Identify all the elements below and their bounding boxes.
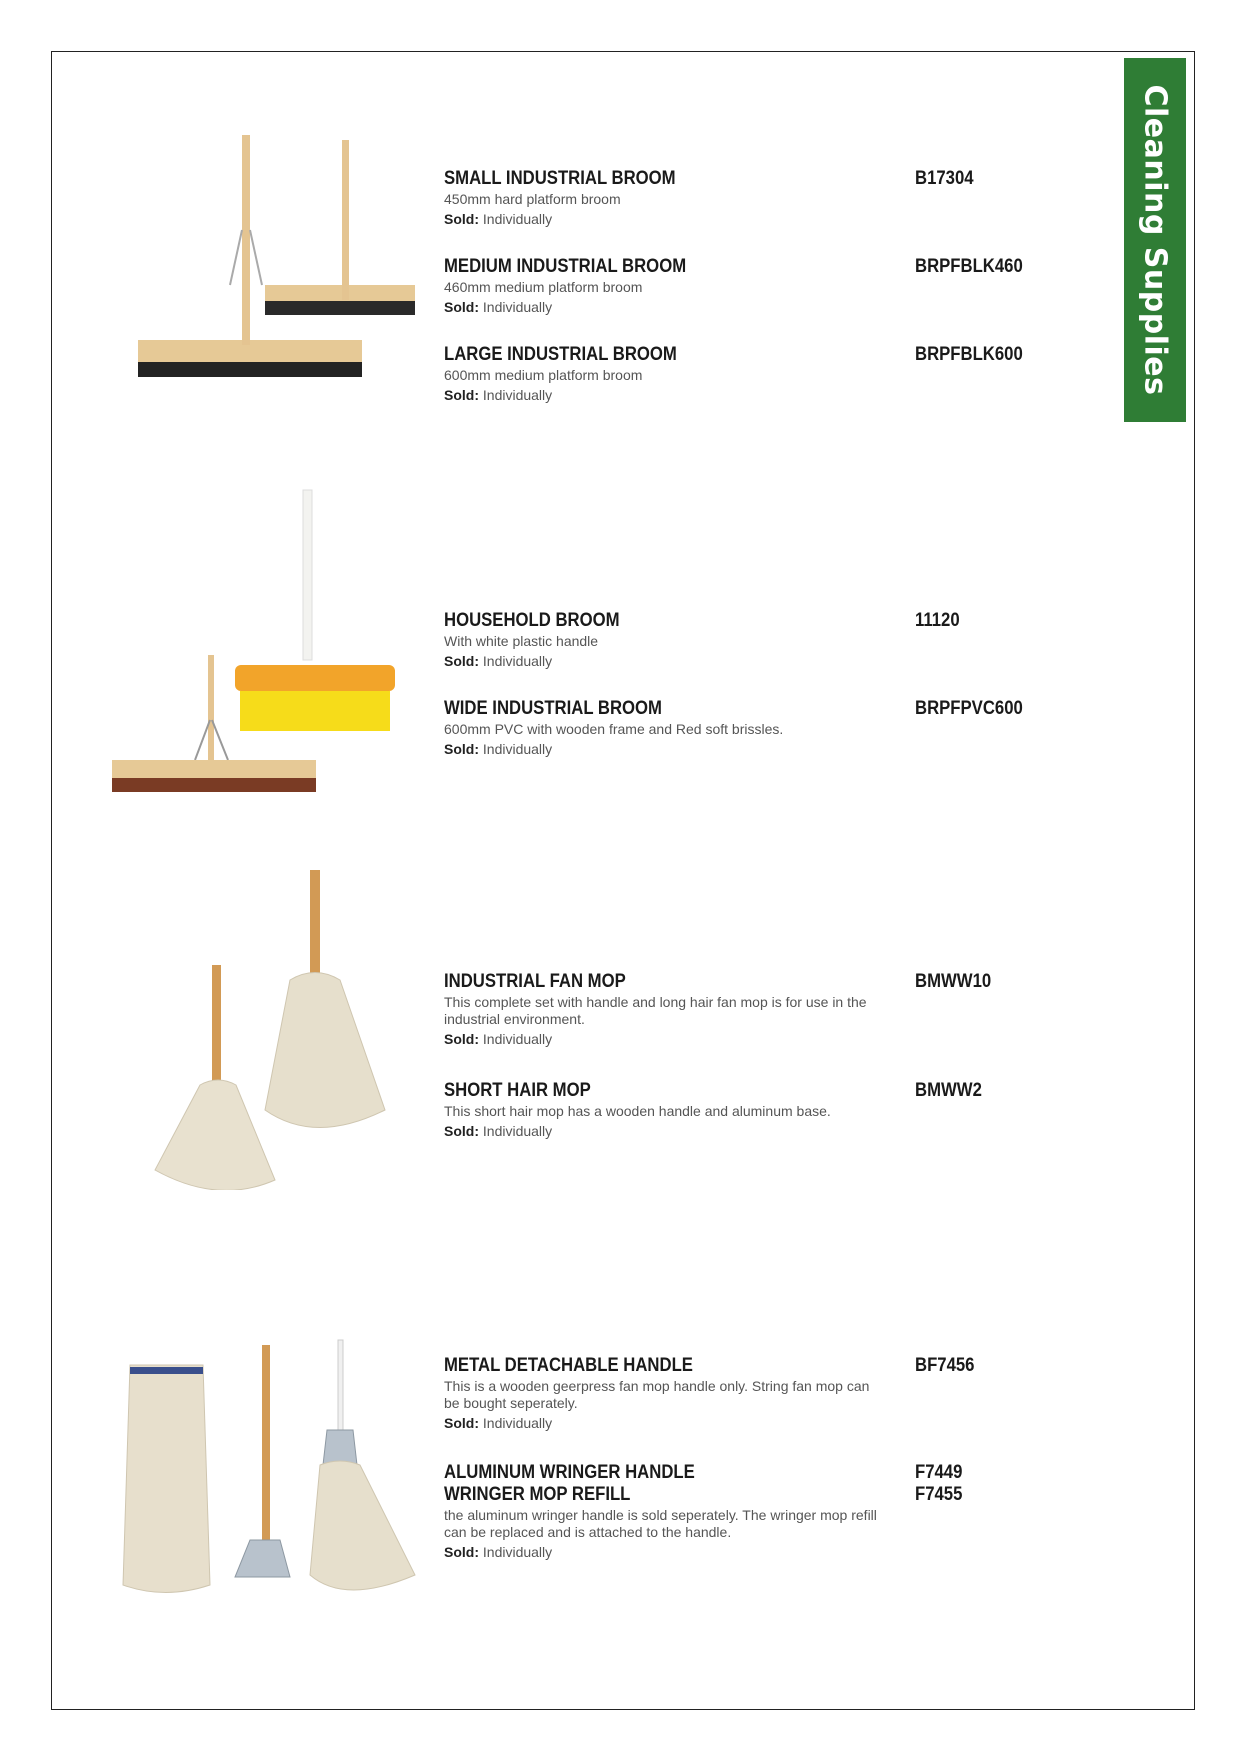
product-name: INDUSTRIAL FAN MOP: [444, 971, 626, 992]
product-code: BMWW10: [915, 971, 992, 992]
section-tab-label: Cleaning Supplies: [1137, 84, 1173, 396]
product-description: 600mm PVC with wooden frame and Red soft brissles.: [444, 721, 784, 737]
product-medium-industrial-broom: [444, 256, 914, 316]
product-small-industrial-broom: [444, 168, 914, 228]
product-name: SMALL INDUSTRIAL BROOM: [444, 168, 676, 189]
product-name-secondary: WRINGER MOP REFILL: [444, 1484, 631, 1505]
fan-mops-image: [140, 870, 400, 1190]
product-aluminum-wringer-handle: [444, 1462, 894, 1561]
product-description: 450mm hard platform broom: [444, 191, 621, 207]
product-name: LARGE INDUSTRIAL BROOM: [444, 344, 677, 365]
product-sold: Sold: Individually: [444, 387, 553, 403]
industrial-brooms-image: [130, 135, 420, 395]
product-sold: Sold: Individually: [444, 299, 553, 315]
product-sold: Sold: Individually: [444, 653, 553, 669]
product-industrial-fan-mop: [444, 971, 874, 1048]
product-code: 11120: [915, 610, 960, 631]
product-name: WIDE INDUSTRIAL BROOM: [444, 698, 662, 719]
product-description: the aluminum wringer handle is sold seperately. The wringer mop refill can be replaced and is attached to the handle.: [444, 1507, 877, 1540]
product-short-hair-mop: [444, 1080, 874, 1140]
household-wide-brooms-image: [100, 485, 400, 795]
product-sold: Sold: Individually: [444, 1123, 553, 1139]
product-name: ALUMINUM WRINGER HANDLE: [444, 1462, 695, 1483]
product-code: BRPFBLK460: [915, 256, 1023, 277]
product-wide-industrial-broom: [444, 698, 914, 758]
product-sold: Sold: Individually: [444, 1415, 553, 1431]
product-description: This is a wooden geerpress fan mop handle only. String fan mop can be bought seperately.: [444, 1378, 870, 1411]
product-code: BMWW2: [915, 1080, 982, 1101]
product-code: BRPFBLK600: [915, 344, 1023, 365]
product-description: With white plastic handle: [444, 633, 599, 649]
product-description: This complete set with handle and long hair fan mop is for use in the industrial environment.: [444, 994, 867, 1027]
product-code: F7449: [915, 1462, 963, 1483]
product-code: BF7456: [915, 1355, 975, 1376]
product-name: HOUSEHOLD BROOM: [444, 610, 620, 631]
product-sold: Sold: Individually: [444, 1544, 553, 1560]
product-description: This short hair mop has a wooden handle and aluminum base.: [444, 1103, 831, 1119]
product-sold: Sold: Individually: [444, 741, 553, 757]
product-code: B17304: [915, 168, 974, 189]
product-household-broom: [444, 610, 914, 670]
product-large-industrial-broom: [444, 344, 914, 404]
product-sold: Sold: Individually: [444, 1031, 553, 1047]
product-code: BRPFPVC600: [915, 698, 1023, 719]
product-description: 600mm medium platform broom: [444, 367, 643, 383]
product-metal-detachable-handle: [444, 1355, 884, 1432]
product-description: 460mm medium platform broom: [444, 279, 643, 295]
product-name: SHORT HAIR MOP: [444, 1080, 591, 1101]
product-name: MEDIUM INDUSTRIAL BROOM: [444, 256, 687, 277]
product-sold: Sold: Individually: [444, 211, 553, 227]
product-code-secondary: F7455: [915, 1484, 963, 1505]
section-tab: [1124, 58, 1186, 422]
handles-refill-image: [115, 1335, 425, 1595]
product-name: METAL DETACHABLE HANDLE: [444, 1355, 693, 1376]
